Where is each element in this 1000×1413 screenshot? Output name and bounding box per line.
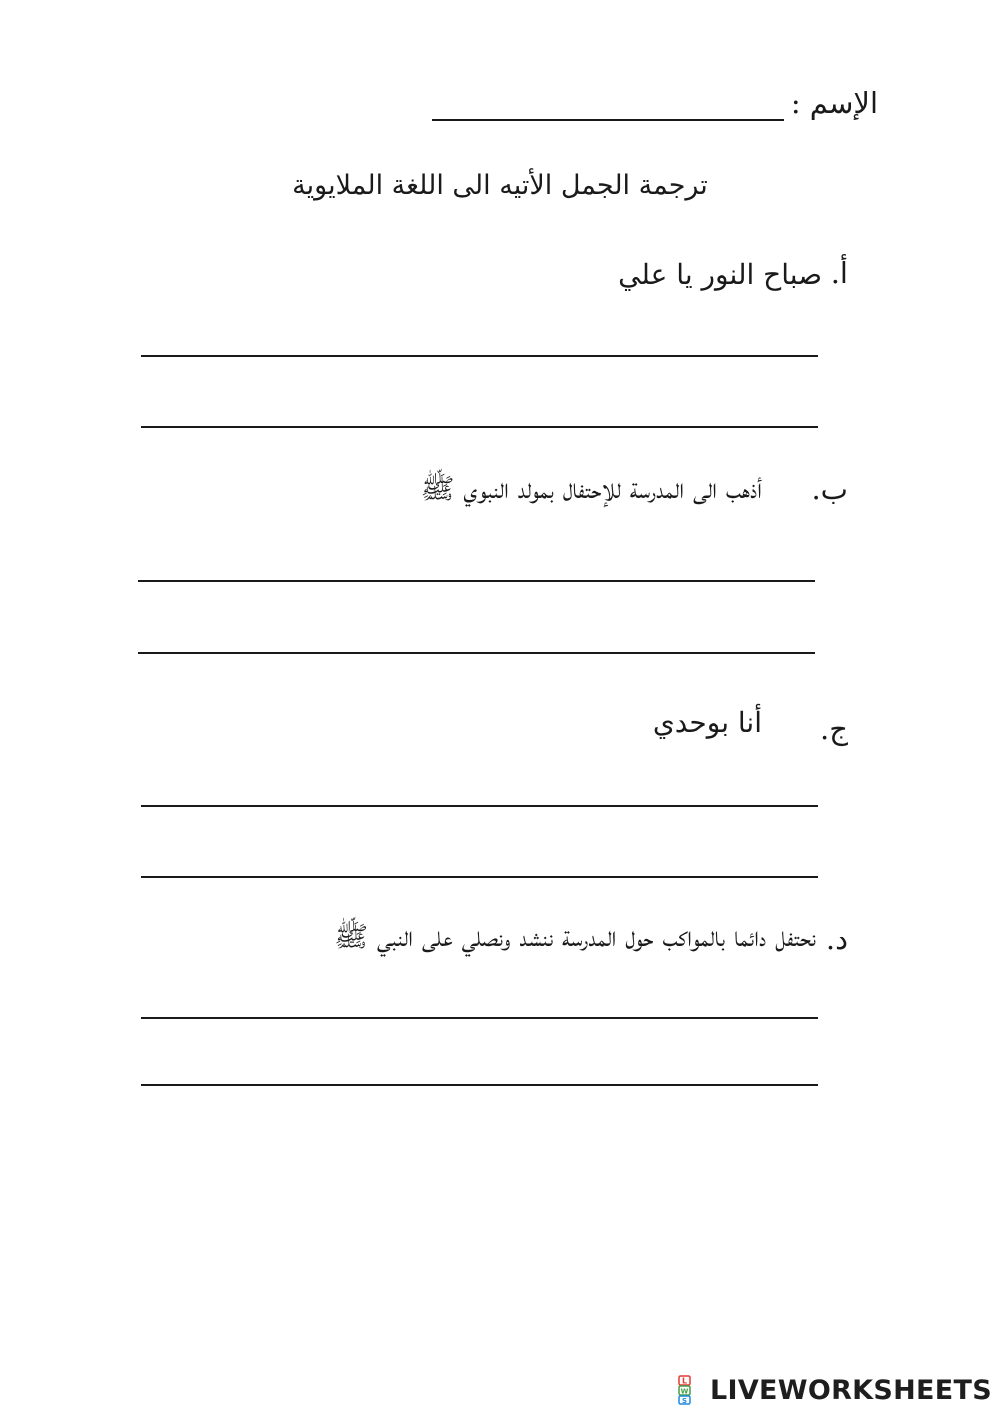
question-c-label: ج.: [820, 712, 848, 746]
question-b-label: ب.: [811, 472, 848, 506]
answer-line-c-2[interactable]: [141, 876, 818, 878]
question-d-text: نحتفل دائما بالمواكب حول المدرسة ننشد ونصلي على النبي ﷺ: [334, 920, 816, 953]
logo-letter-l: L: [681, 1376, 688, 1386]
logo-letter-s: S: [681, 1397, 687, 1405]
answer-line-a-1[interactable]: [141, 355, 818, 357]
question-b-text: أذهب الى المدرسة للإحتفال بمولد النبوي ﷺ: [420, 472, 762, 505]
answer-line-c-1[interactable]: [141, 805, 818, 807]
question-c-text: أنا بوحدي: [652, 706, 762, 739]
liveworksheets-wordmark: LIVEWORKSHEETS: [709, 1374, 992, 1406]
question-d-label: د.: [825, 922, 848, 956]
answer-line-b-2[interactable]: [138, 652, 815, 654]
answer-line-d-1[interactable]: [141, 1017, 818, 1019]
answer-line-d-2[interactable]: [141, 1084, 818, 1086]
name-label: الإسم :: [790, 86, 878, 120]
question-a-label: أ.: [830, 256, 848, 290]
liveworksheets-logo-icon: [678, 1375, 706, 1405]
logo-letter-w: W: [680, 1387, 689, 1396]
answer-line-a-2[interactable]: [141, 426, 818, 428]
question-a-text: صباح النور يا علي: [618, 258, 822, 291]
liveworksheets-brand: [678, 1373, 992, 1407]
instruction-heading: ترجمة الجمل الأتيه الى اللغة الملايوية: [292, 170, 708, 201]
answer-line-b-1[interactable]: [138, 580, 815, 582]
name-input-line[interactable]: [432, 119, 784, 121]
